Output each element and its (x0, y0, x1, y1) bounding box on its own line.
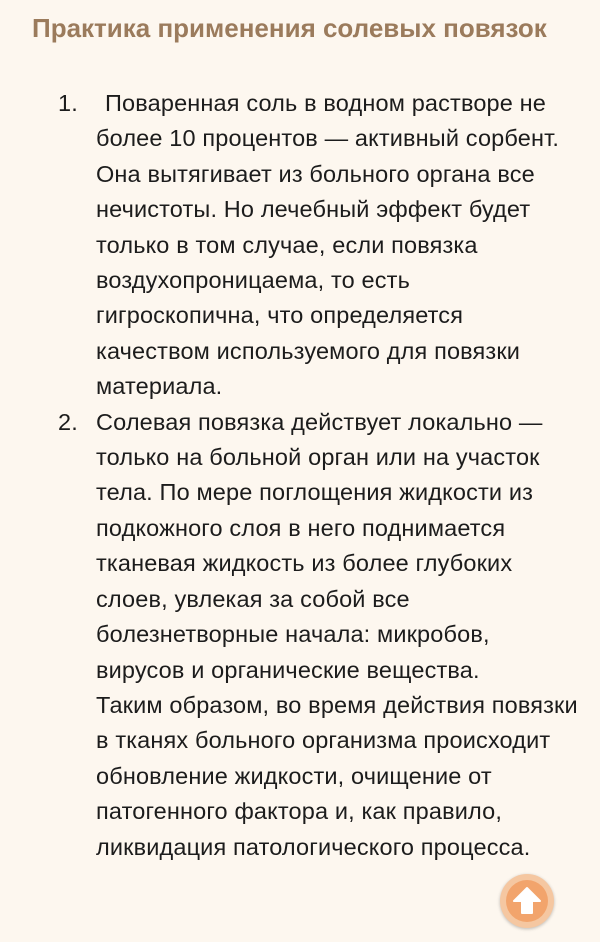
list-item-text: Поваренная соль в водном растворе не более 10 процентов — активный сорбент. Она вытягивает из больного органа все нечистоты. Но лечебный эффект будет только в том случае, если повязка воздухопроницаема, то есть гигроскопична, что определяется качеством используемого для повязки материала. (96, 90, 560, 400)
list-item-conclusion: Таким образом, во время действия повязки в тканях больного организма происходит обновление жидкости, очищение от патогенного фактора и, как правило, ликвидация патологического процесса. (96, 691, 578, 860)
ordered-list (0, 86, 600, 865)
list-item (0, 86, 600, 405)
list-item-number: 1. (58, 90, 78, 116)
list-item-number: 2. (58, 408, 78, 435)
arrow-up-icon (509, 882, 545, 920)
list-item (0, 405, 600, 865)
list-item-text: Солевая повязка действует локально — только на больной орган или на участок тела. По мере поглощения жидкости из подкожного слоя в него поднимается тканевая жидкость из более глубоких слоев, увлекая за собой все болезнетворные начала: микробов, вирусов и органические вещества. (96, 408, 543, 683)
scroll-to-top-button[interactable] (500, 874, 554, 928)
page-title: Практика применения солевых повязок (32, 13, 547, 43)
